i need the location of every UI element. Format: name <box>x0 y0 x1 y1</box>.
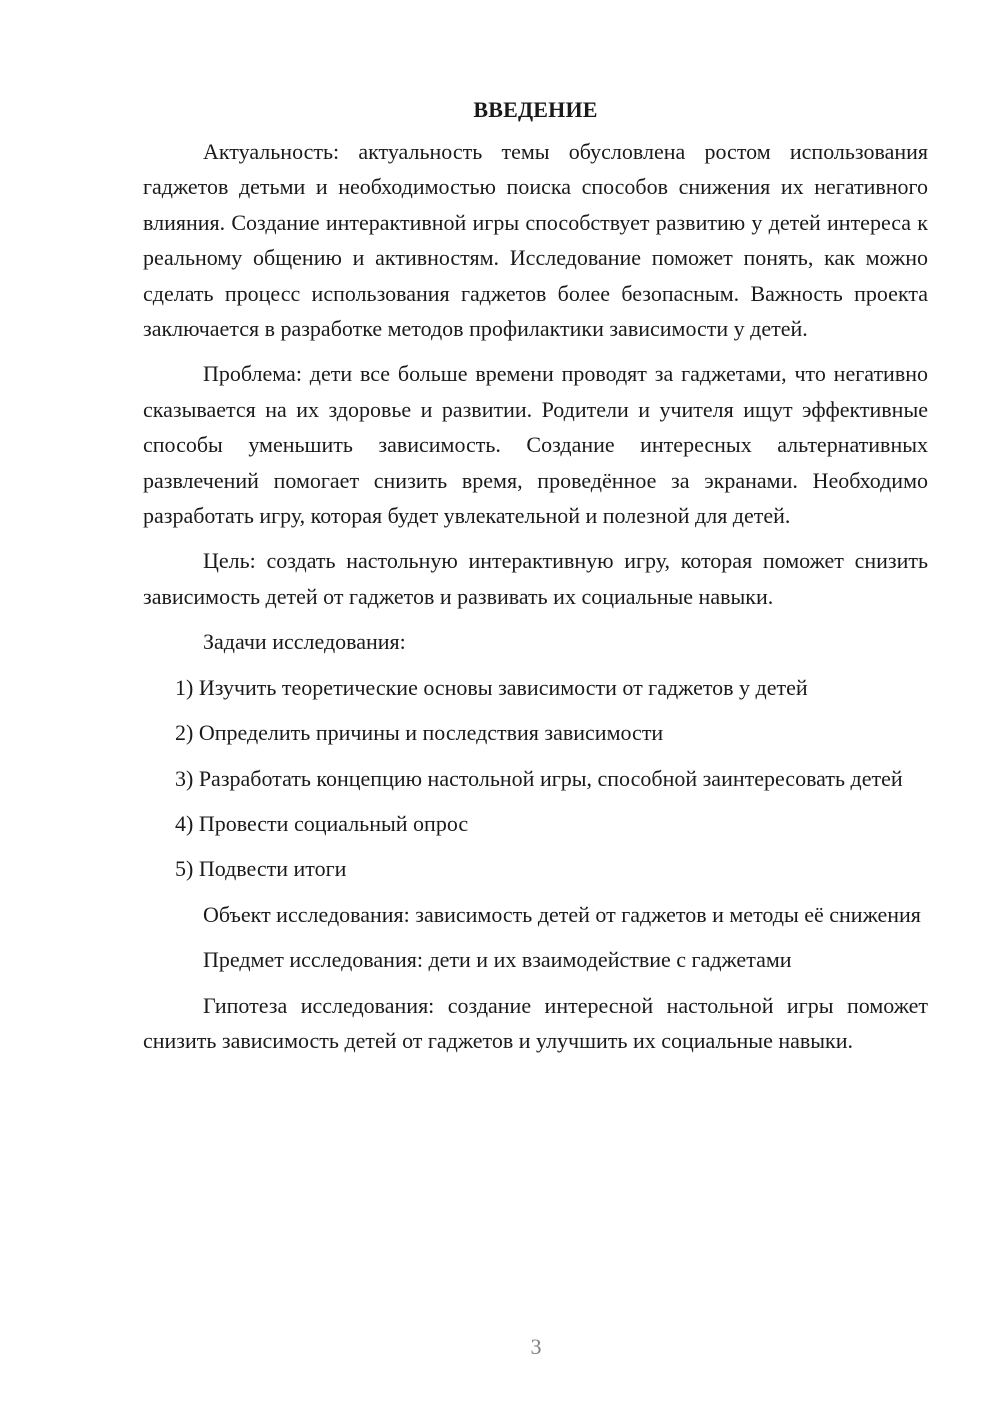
task-item-1: 1) Изучить теоретические основы зависимости от гаджетов у детей <box>175 674 808 700</box>
section-heading: ВВЕДЕНИЕ <box>473 97 598 122</box>
task-item-4: 4) Провести социальный опрос <box>175 810 469 836</box>
problem-paragraph: Проблема: дети все больше времени проводят за гаджетами, что негативно сказывается на их здоровье и развитии. Родители и учителя ищут эффективные способы уменьшить зависимость. Создание интересных альтернативных развлечений помогает снизить время, проведённое за экранами. Необходимо разработать игру, которая будет увлекательной и полезной для детей. <box>143 361 928 529</box>
relevance-paragraph: Актуальность: актуальность темы обусловлена ростом использования гаджетов детьми и необходимостью поиска способов снижения их негативного влияния. Создание интерактивной игры способствует развитию у детей интереса к реальному общению и активностям. Исследование поможет понять, как можно сделать процесс использования гаджетов более безопасным. Важность проекта заключается в разработке методов профилактики зависимости у детей. <box>143 139 928 342</box>
task-item-5: 5) Подвести итоги <box>175 856 347 882</box>
tasks-list <box>143 670 928 887</box>
task-item-2: 2) Определить причины и последствия зависимости <box>175 720 664 746</box>
page-number: 3 <box>530 1334 542 1359</box>
hypothesis-paragraph: Гипотеза исследования: создание интересной настольной игры поможет снизить зависимость детей от гаджетов и улучшить их социальные навыки. <box>143 992 928 1053</box>
page-content <box>143 92 928 1068</box>
tasks-title: Задачи исследования: <box>203 629 406 655</box>
object-paragraph: Объект исследования: зависимость детей от гаджетов и методы её снижения <box>203 901 921 927</box>
goal-paragraph: Цель: создать настольную интерактивную игру, которая поможет снизить зависимость детей от гаджетов и развивать их социальные навыки. <box>143 548 928 609</box>
subject-paragraph: Предмет исследования: дети и их взаимодействие с гаджетами <box>203 947 792 973</box>
task-item-3: 3) Разработать концепцию настольной игры, способной заинтересовать детей <box>175 765 903 791</box>
